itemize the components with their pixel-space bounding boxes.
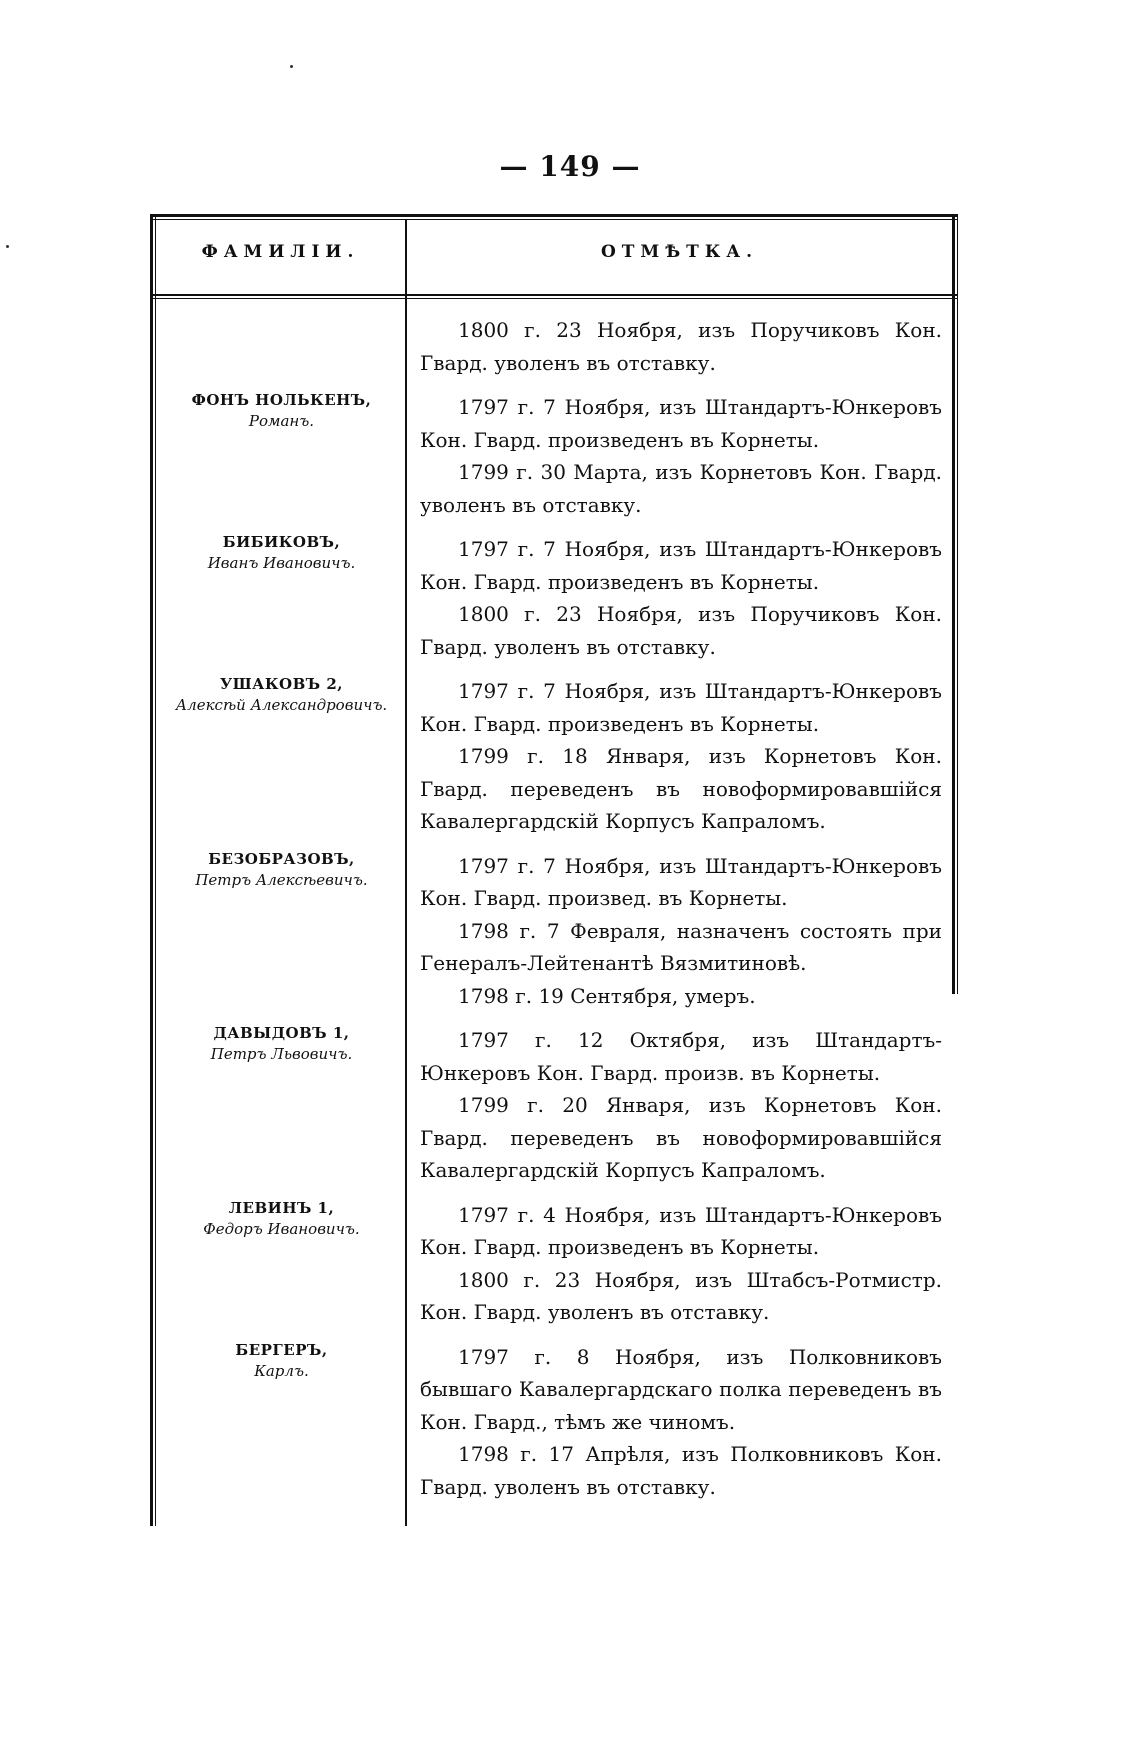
print-speck xyxy=(290,65,293,68)
remark-cell xyxy=(420,533,942,663)
remark-cell xyxy=(420,850,942,1013)
remark-cell xyxy=(420,1024,942,1187)
remark-cell xyxy=(420,391,942,521)
page-number: — 149 — xyxy=(499,150,641,183)
table-top-rule xyxy=(150,214,958,220)
remark-cell xyxy=(420,1199,942,1329)
given-name: Алексѣй Александровичъ. xyxy=(175,696,388,714)
service-entry: 1797 г. 7 Ноября, изъ Штандартъ-Юнкеровъ Кон. Гвард. произведенъ въ Корнеты. xyxy=(420,537,942,594)
table-row xyxy=(150,314,958,379)
service-entry: 1797 г. 7 Ноября, изъ Штандартъ-Юнкеровъ Кон. Гвард. произвед. въ Корнеты. xyxy=(420,853,942,910)
service-entry: 1799 г. 30 Марта, изъ Корнетовъ Кон. Гвард. уволенъ въ отставку. xyxy=(420,460,942,517)
service-entry: 1798 г. 19 Сентября, умеръ. xyxy=(458,983,756,1008)
service-entry: 1800 г. 23 Ноября, изъ Штабсъ-Ротмистр. Кон. Гвард. уволенъ въ отставку. xyxy=(420,1267,942,1324)
service-entry: 1799 г. 18 Января, изъ Корнетовъ Кон. Гвард. переведенъ въ новоформировавшійся Кавалергардскій Корпусъ Капраломъ. xyxy=(420,744,942,833)
surname: ЛЕВИНЪ 1, xyxy=(228,1198,335,1217)
person-cell xyxy=(158,1199,405,1240)
given-name: Петръ Алексѣевичъ. xyxy=(195,870,368,889)
service-entry: 1797 г. 8 Ноября, изъ Полковниковъ бывшаго Кавалергардскаго полка переведенъ въ Кон. Гвард., тѣмъ же чиномъ. xyxy=(420,1344,942,1434)
service-entry: 1797 г. 7 Ноября, изъ Штандартъ-Юнкеровъ Кон. Гвард. произведенъ въ Корнеты. xyxy=(420,395,942,452)
person-cell xyxy=(158,1341,405,1382)
table-row xyxy=(150,1199,958,1329)
surname: БИБИКОВЪ, xyxy=(222,533,341,551)
table-row xyxy=(150,391,958,521)
remark-cell xyxy=(420,675,942,838)
surname: БЕЗОБРАЗОВЪ, xyxy=(208,849,355,868)
header-rule xyxy=(150,294,958,299)
service-entry: 1797 г. 12 Октября, изъ Штандартъ-Юнкеровъ Кон. Гвард. произв. въ Корнеты. xyxy=(420,1028,942,1085)
ledger-table xyxy=(150,214,958,1526)
given-name: Петръ Львовичъ. xyxy=(210,1045,353,1063)
service-entry: 1797 г. 7 Ноября, изъ Штандартъ-Юнкеровъ Кон. Гвард. произведенъ въ Корнеты. xyxy=(420,679,942,736)
surname: УШАКОВЪ 2, xyxy=(219,675,344,693)
service-entry: 1797 г. 4 Ноября, изъ Штандартъ-Юнкеровъ Кон. Гвард. произведенъ въ Корнеты. xyxy=(420,1202,942,1259)
surname: ДАВЫДОВЪ 1, xyxy=(213,1024,350,1042)
table-row xyxy=(150,675,958,838)
table-row xyxy=(150,1341,958,1504)
table-row xyxy=(150,850,958,1013)
person-cell xyxy=(158,850,405,891)
person-cell xyxy=(158,1024,405,1065)
service-entry: 1799 г. 20 Января, изъ Корнетовъ Кон. Гвард. переведенъ въ новоформировавшійся Кавалергардскій Корпусъ Капраломъ. xyxy=(420,1093,942,1182)
given-name: Иванъ Ивановичъ. xyxy=(207,554,356,572)
print-speck xyxy=(6,245,9,248)
table-body xyxy=(150,314,958,1515)
person-cell xyxy=(158,675,405,716)
remark-cell xyxy=(420,314,942,379)
remark-cell xyxy=(420,1341,942,1504)
service-entry: 1800 г. 23 Ноября, изъ Поручиковъ Кон. Гвард. уволенъ въ отставку. xyxy=(420,318,942,375)
given-name: Федоръ Ивановичъ. xyxy=(203,1219,360,1238)
service-entry: 1800 г. 23 Ноября, изъ Поручиковъ Кон. Гвард. уволенъ въ отставку. xyxy=(420,602,942,659)
surname: ФОНЪ НОЛЬКЕНЪ, xyxy=(191,391,372,409)
person-cell xyxy=(158,533,405,574)
service-entry: 1798 г. 17 Апрѣля, изъ Полковниковъ Кон. Гвард. уволенъ въ отставку. xyxy=(420,1442,942,1499)
surname: БЕРГЕРЪ, xyxy=(235,1340,328,1359)
table-row xyxy=(150,533,958,663)
service-entry: 1798 г. 7 Февраля, назначенъ состоять при Генералъ-Лейтенантѣ Вязмитиновѣ. xyxy=(420,918,942,975)
header-surnames: ФАМИЛІИ. xyxy=(201,242,360,262)
given-name: Карлъ. xyxy=(254,1361,309,1380)
person-cell xyxy=(158,391,405,432)
given-name: Романъ. xyxy=(248,412,315,430)
table-row xyxy=(150,1024,958,1187)
header-remarks: ОТМѢТКА. xyxy=(600,242,759,262)
